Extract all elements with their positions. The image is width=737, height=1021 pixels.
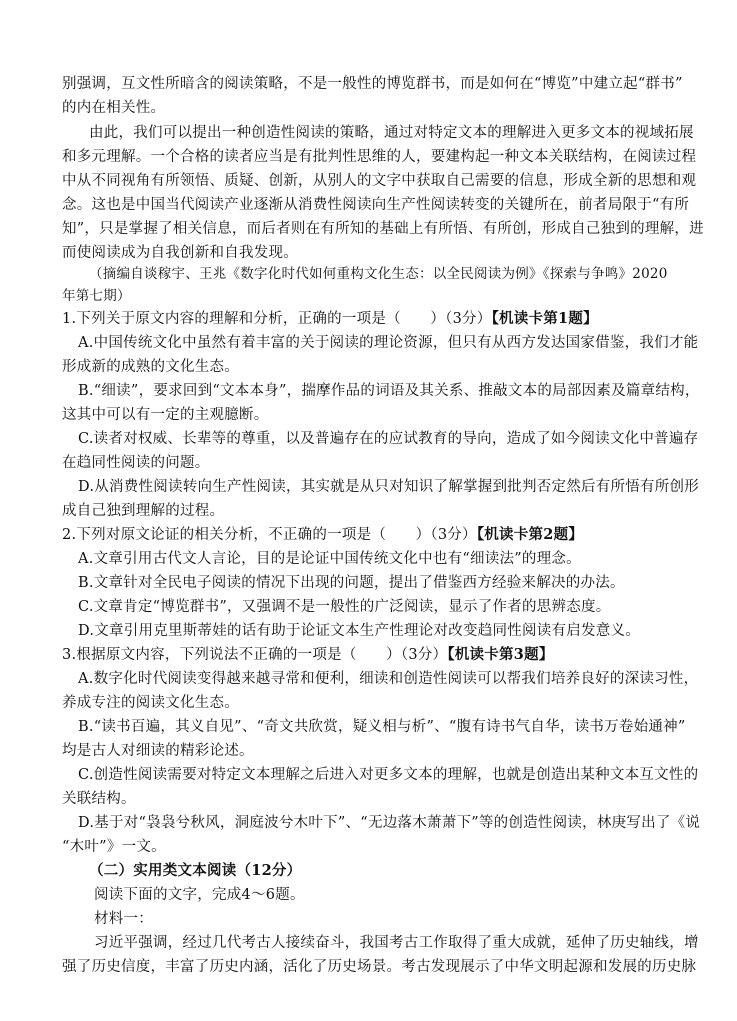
text-line: 习近平强调，经过几代考古人接续奋斗，我国考古工作取得了重大成就，延伸了历史轴线，增 — [94, 935, 699, 951]
answer-card-label: 【机读卡第2题】 — [476, 526, 584, 543]
text-line: 的内在相关性。 — [62, 100, 166, 116]
text-line: 知”，只是掌握了相关信息，而后者则在有所知的基础上有所悟、有所创，形成自己独到的理解，进 — [62, 221, 704, 237]
question-1-stem: 1.下列关于原文内容的理解和分析，正确的一项是（ ）（3分）【机读卡第1题】 — [62, 310, 598, 327]
question-2-stem: 2.下列对原文论证的相关分析，不正确的一项是（ ）（3分）【机读卡第2题】 — [62, 526, 584, 543]
question-3-stem: 3.根据原文内容，下列说法不正确的一项是（ ）（3分）【机读卡第3题】 — [62, 646, 554, 663]
answer-card-label: 【机读卡第1题】 — [491, 310, 598, 327]
option-line: D.从消费性阅读转向生产性阅读，其实就是从只对知识了解掌握到批判否定然后有所悟有所创形 — [78, 479, 699, 495]
text-line: 别强调，互文性所暗含的阅读策略，不是一般性的博览群书，而是如何在“博览”中建立起“群书” — [62, 76, 683, 92]
text-line: 而使阅读成为自我创新和自我发现。 — [62, 245, 298, 261]
option-line: B.文章针对全民电子阅读的情况下出现的问题，提出了借鉴西方经验来解决的办法。 — [78, 575, 625, 591]
option-line: 在趋同性阅读的问题。 — [62, 455, 210, 471]
option-line: C.创造性阅读需要对特定文本理解之后进入对更多文本的理解，也就是创造出某种文本互文性的 — [78, 767, 699, 783]
text-line: 强了历史信度，丰富了历史内涵，活化了历史场景。考古发现展示了中华文明起源和发展的历史脉 — [62, 959, 697, 975]
option-line: 养成专注的阅读文化生态。 — [62, 695, 239, 711]
text-line: 和多元理解。一个合格的读者应当是有批判性思维的人，要建构起一种文本关联结构，在阅读过程 — [62, 149, 697, 165]
option-line: D.文章引用克里斯蒂娃的话有助于论证文本生产性理论对改变趋同性阅读有启发意义。 — [78, 623, 640, 639]
text-line: 由此，我们可以提出一种创造性阅读的策略，通过对特定文本的理解进入更多文本的视域拓展 — [89, 125, 694, 141]
option-line: 关联结构。 — [62, 791, 136, 807]
answer-card-label: 【机读卡第3题】 — [447, 646, 554, 663]
option-line: D.基于对“袅袅兮秋风，洞庭波兮木叶下”、“无边落木萧萧下”等的创造性阅读，林庚写出了《说 — [78, 815, 701, 831]
option-line: C.文章肯定“博览群书”，又强调不是一般性的广泛阅读，显示了作者的思辨态度。 — [78, 599, 611, 615]
text-line: 念。这也是中国当代阅读产业逐渐从消费性阅读向生产性阅读转变的关键所在，前者局限于“有所 — [62, 197, 690, 213]
source-citation: （摘编自谈稼宇、王兆《数字化时代如何重构文化生态：以全民阅读为例》《探索与争鸣》2020 — [89, 266, 668, 282]
option-line: A.文章引用古代文人言论，目的是论证中国传统文化中也有“细读法”的理念。 — [78, 551, 581, 567]
option-line: C.读者对权威、长辈等的尊重，以及普遍存在的应试教育的导向，造成了如今阅读文化中普遍存 — [78, 431, 699, 447]
option-line: 成自己独到理解的过程。 — [62, 503, 225, 519]
material-label: 材料一： — [94, 911, 153, 927]
option-line: A.数字化时代阅读变得越来越寻常和便利，细读和创造性阅读可以帮我们培养良好的深读习性， — [78, 671, 699, 687]
source-citation: 年第七期） — [62, 288, 131, 304]
text-line: 中从不同视角有所领悟、质疑、创新，从别人的文字中获取自己需要的信息，形成全新的思想和观 — [62, 173, 697, 189]
option-line: A.中国传统文化中虽然有着丰富的关于阅读的理论资源，但只有从西方发达国家借鉴，我们才能 — [78, 335, 699, 351]
option-line: “木叶”》一文。 — [62, 839, 166, 855]
option-line: 这其中可以有一定的主观臆断。 — [62, 407, 269, 423]
instruction-text: 阅读下面的文字，完成4～6题。 — [94, 887, 305, 903]
option-line: 形成新的成熟的文化生态。 — [62, 359, 239, 375]
option-line: B.“读书百遍，其义自见”、“奇文共欣赏，疑义相与析”、“腹有诗书气自华，读书万卷始通神” — [78, 719, 686, 735]
option-line: B.“细读”，要求回到“文本本身”，揣摩作品的词语及其关系、推敲文本的局部因素及篇章结构， — [78, 383, 700, 399]
section-heading: （二）实用类文本阅读（12分） — [89, 862, 302, 879]
option-line: 均是古人对细读的精彩论述。 — [62, 743, 254, 759]
